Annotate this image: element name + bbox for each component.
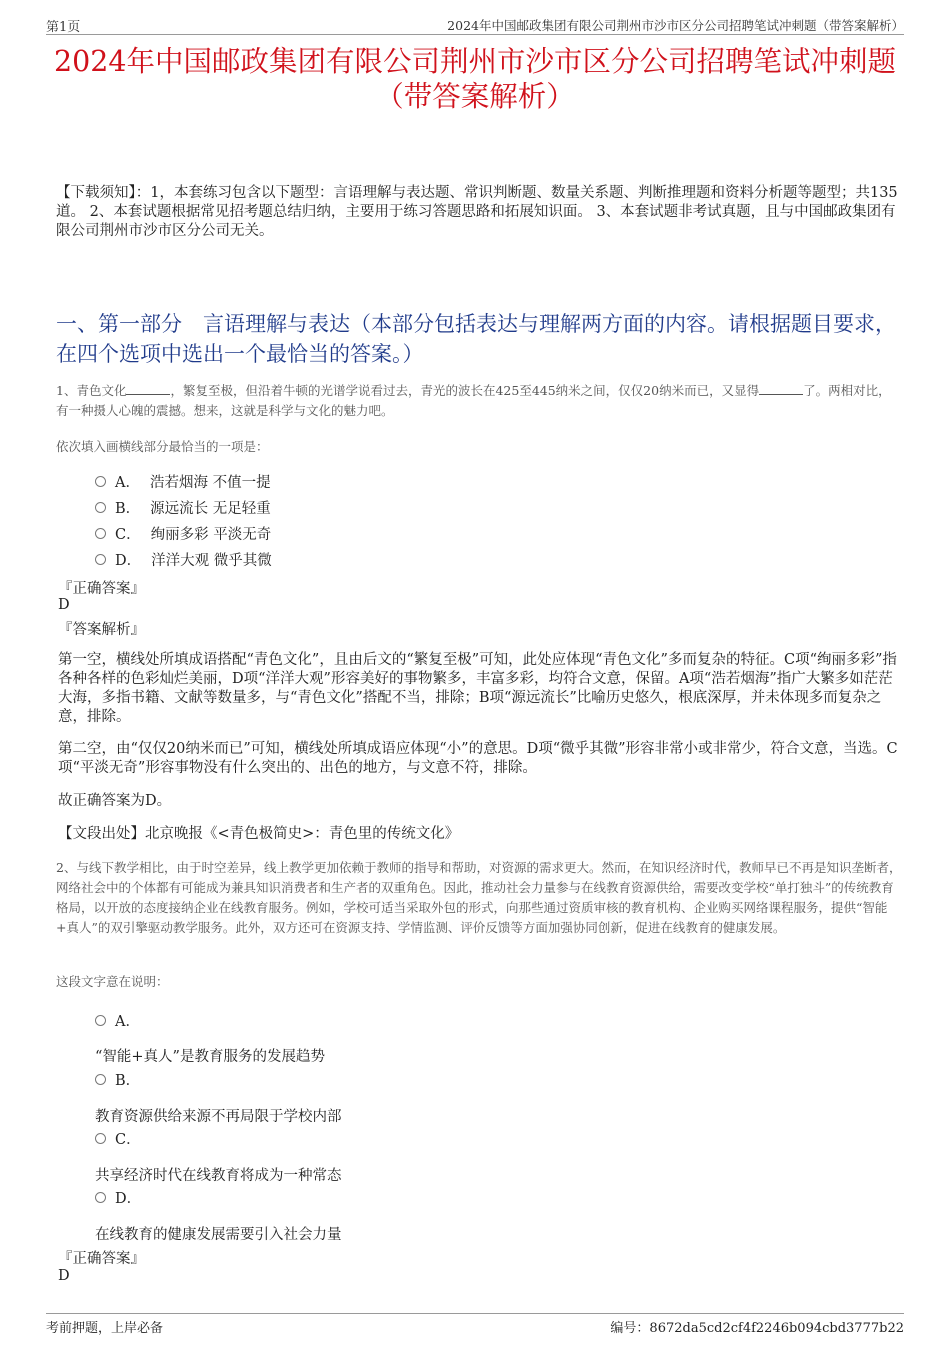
option-label: D． [115, 1191, 142, 1207]
page-header [46, 16, 904, 35]
question-1-stem [56, 381, 902, 421]
radio-icon[interactable] [95, 476, 106, 487]
q2-answer: D [58, 1268, 70, 1284]
option-label: A． [115, 475, 140, 491]
q2-option-b[interactable] [95, 1069, 140, 1090]
radio-icon[interactable] [95, 502, 106, 513]
option-label: C． [115, 1132, 141, 1148]
option-text: 洋洋大观 微乎其微 [151, 553, 272, 569]
radio-icon[interactable] [95, 1133, 106, 1144]
fill-blank-2 [759, 382, 803, 395]
radio-icon[interactable] [95, 554, 106, 565]
option-label: D． [115, 553, 142, 569]
radio-icon[interactable] [95, 1074, 106, 1085]
q1-option-a[interactable] [95, 471, 271, 492]
q1-answer-tag: 『正确答案』 [58, 581, 145, 597]
q1-conclusion: 故正确答案为D。 [58, 793, 172, 809]
q1-option-c[interactable] [95, 523, 271, 544]
option-label: B． [115, 501, 141, 517]
radio-icon[interactable] [95, 1192, 106, 1203]
radio-icon[interactable] [95, 1015, 106, 1026]
radio-icon[interactable] [95, 528, 106, 539]
download-notice: 【下载须知】：1，本套练习包含以下题型：言语理解与表达题、常识判断题、数量关系题、判断推理题和资料分析题等题型；共135道。 2、本套试题根据常见招考题总结归纳，主要用于练习答题思路和拓展知识面。 3、本套试题非考试真题，且与中国邮政集团有限公司荆州市沙市区分公司无关。 [56, 185, 898, 239]
footer-doc-id: 编号：8672da5cd2cf4f2246b094cbd3777b22 [610, 1321, 904, 1336]
q1-option-b[interactable] [95, 497, 271, 518]
q2-option-c[interactable] [95, 1128, 141, 1149]
section-heading: 一、第一部分 言语理解与表达（本部分包括表达与理解两方面的内容。请根据题目要求，在四个选项中选出一个最恰当的答案。） [56, 312, 896, 366]
option-text: 绚丽多彩 平淡无奇 [150, 527, 272, 543]
q1-stem-part-1: 1、青色文化 [56, 383, 127, 398]
header-doc-title: 2024年中国邮政集团有限公司荆州市沙市区分公司招聘笔试冲刺题（带答案解析） [447, 18, 904, 33]
q1-analysis-paragraph-2: 第二空，由“仅仅20纳米而已”可知，横线处所填成语应体现“小”的意思。D项“微乎其微”形容非常小或非常少，符合文意，当选。C项“平淡无奇”形容事物没有什么突出的、出色的地方，与文意不符，排除。 [58, 741, 898, 776]
page-number: 第1页 [46, 20, 81, 35]
q1-analysis-paragraph-1: 第一空，横线处所填成语搭配“青色文化”，且由后文的“繁复至极”可知，此处应体现“青色文化”多而复杂的特征。C项“绚丽多彩”指各种各样的色彩灿烂美丽，D项“洋洋大观”形容美好的事物繁多，丰富多彩，均符合文意，保留。A项“浩若烟海”指广大繁多如茫茫大海，多指书籍、文献等数量多，与“青色文化”搭配不当，排除；B项“源远流长”比喻历史悠久，根底深厚，并未体现多而复杂之意，排除。 [58, 652, 897, 725]
q2-option-d[interactable] [95, 1187, 141, 1208]
option-text: 浩若烟海 不值一提 [149, 475, 271, 491]
q1-stem-part-3: 了。两相对比，有一种摄人心魄的震撼。想来，这就是科学与文化的魅力吧。 [56, 383, 891, 418]
option-label: B． [115, 1073, 141, 1089]
question-2-instruction: 这段文字意在说明： [56, 974, 169, 989]
q2-option-a[interactable] [95, 1010, 140, 1031]
option-text: 源远流长 无足轻重 [150, 501, 271, 517]
q2-option-a-text: “智能+真人”是教育服务的发展趋势 [95, 1049, 325, 1065]
q1-answer: D [58, 597, 70, 613]
option-label: C． [115, 527, 141, 543]
question-1-instruction: 依次填入画横线部分最恰当的一项是： [56, 439, 269, 454]
option-label: A． [115, 1014, 140, 1030]
q2-option-d-text: 在线教育的健康发展需要引入社会力量 [95, 1227, 342, 1243]
q1-option-d[interactable] [95, 549, 272, 570]
q2-option-c-text: 共享经济时代在线教育将成为一种常态 [95, 1168, 342, 1184]
q1-analysis-tag: 『答案解析』 [58, 622, 145, 638]
question-2-stem: 2、与线下教学相比，由于时空差异，线上教学更加依赖于教师的指导和帮助，对资源的需求更大。然而，在知识经济时代，教师早已不再是知识垄断者，网络社会中的个体都有可能成为兼具知识消费者和生产者的双重角色。因此，推动社会力量参与在线教育资源供给，需要改变学校“单打独斗”的传统教育格局，以开放的态度接纳企业在线教育服务。例如，学校可适当采取外包的形式，向那些通过资质审核的教育机构、企业购买网络课程服务，提供“智能+真人”的双引擎驱动教学服务。此外，双方还可在资源支持、学情监测、评价反馈等方面加强协同创新，促进在线教育的健康发展。 [56, 860, 902, 935]
fill-blank-1 [126, 382, 170, 395]
page-footer [46, 1313, 904, 1336]
footer-slogan: 考前押题，上岸必备 [46, 1321, 164, 1336]
q2-answer-tag: 『正确答案』 [58, 1251, 145, 1267]
q2-option-b-text: 教育资源供给来源不再局限于学校内部 [95, 1109, 342, 1125]
q1-source: 【文段出处】北京晚报《<青色极简史>：青色里的传统文化》 [58, 826, 460, 842]
q1-stem-part-2: ，繁复至极，但沿着牛顿的光谱学说看过去，青光的波长在425至445纳米之间，仅仅20纳米而已，又显得 [170, 383, 760, 398]
document-title: 2024年中国邮政集团有限公司荆州市沙市区分公司招聘笔试冲刺题（带答案解析） [53, 45, 897, 113]
